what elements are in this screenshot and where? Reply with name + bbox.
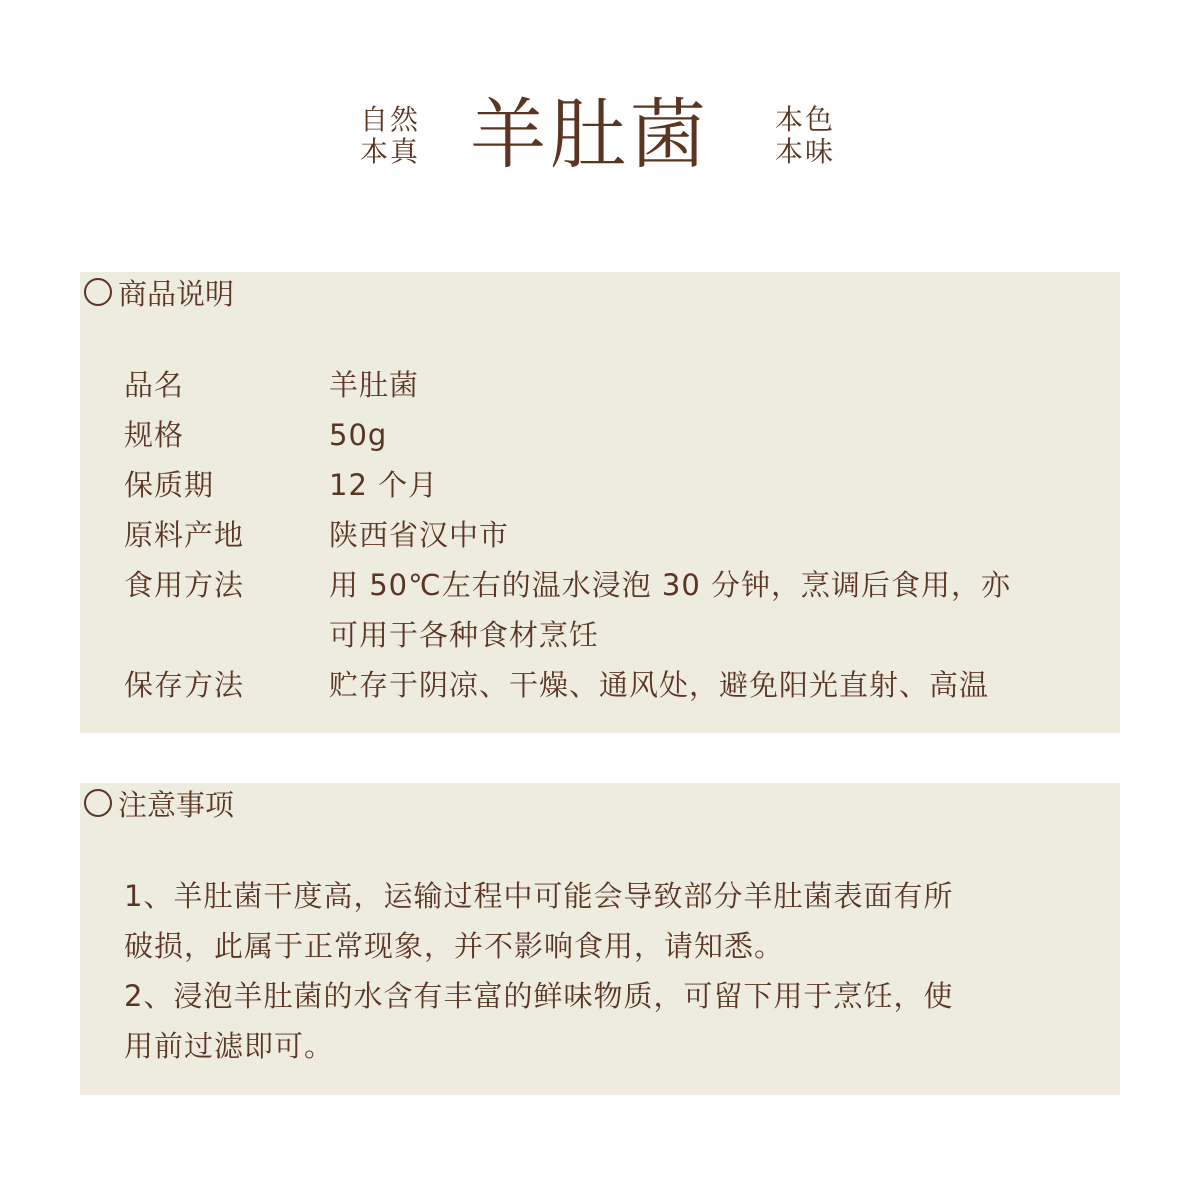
info-value (329, 460, 1104, 510)
notes-heading (84, 787, 235, 822)
info-row-usage (124, 560, 1104, 660)
circle-icon (84, 278, 112, 306)
slogan-right-line-1: 本色 (775, 103, 836, 136)
info-value (329, 660, 1104, 710)
slogan-left-line-1: 自然 (360, 103, 421, 136)
slogan-left-line-2: 本真 (360, 135, 421, 168)
note-line: 1、羊肚菌干度高，运输过程中可能会导致部分羊肚菌表面有所 (124, 879, 954, 913)
slogan-left (360, 104, 420, 168)
info-value-line: 50g (329, 418, 388, 452)
product-info-heading (84, 276, 235, 311)
slogan-right (775, 104, 835, 168)
notes-heading-text: 注意事项 (118, 787, 235, 822)
info-row-name (124, 360, 1104, 410)
product-header (0, 80, 1200, 200)
info-label: 品名 (124, 368, 185, 402)
info-value-line: 羊肚菌 (329, 368, 420, 402)
info-value (329, 410, 1104, 460)
info-row-origin (124, 510, 1104, 560)
notes-body (124, 871, 1099, 1071)
info-label: 保质期 (124, 468, 215, 502)
product-info-heading-text: 商品说明 (118, 276, 235, 311)
info-value-line: 可用于各种食材烹饪 (329, 618, 600, 652)
product-title: 羊肚菌 (470, 90, 710, 179)
slogan-right-line-2: 本味 (775, 135, 836, 168)
info-value-line: 贮存于阴凉、干燥、通风处，避免阳光直射、高温 (329, 668, 990, 702)
info-value (329, 510, 1104, 560)
info-row-spec (124, 410, 1104, 460)
note-line: 2、浸泡羊肚菌的水含有丰富的鲜味物质，可留下用于烹饪，使 (124, 979, 954, 1013)
info-value-line: 12 个月 (329, 468, 439, 502)
info-row-shelf-life (124, 460, 1104, 510)
info-label: 规格 (124, 418, 185, 452)
info-label: 食用方法 (124, 568, 245, 602)
note-line: 用前过滤即可。 (124, 1029, 335, 1063)
note-line: 破损，此属于正常现象，并不影响食用，请知悉。 (124, 929, 785, 963)
info-value (329, 360, 1104, 410)
info-label: 原料产地 (124, 518, 245, 552)
info-value-line: 陕西省汉中市 (329, 518, 510, 552)
info-row-storage (124, 660, 1104, 710)
product-info-table (124, 360, 1104, 710)
info-label: 保存方法 (124, 668, 245, 702)
circle-icon (84, 789, 112, 817)
product-info-panel (80, 272, 1120, 733)
notes-panel (80, 783, 1120, 1095)
info-value-line: 用 50℃左右的温水浸泡 30 分钟，烹调后食用，亦 (329, 568, 1012, 602)
info-value (329, 560, 1104, 660)
